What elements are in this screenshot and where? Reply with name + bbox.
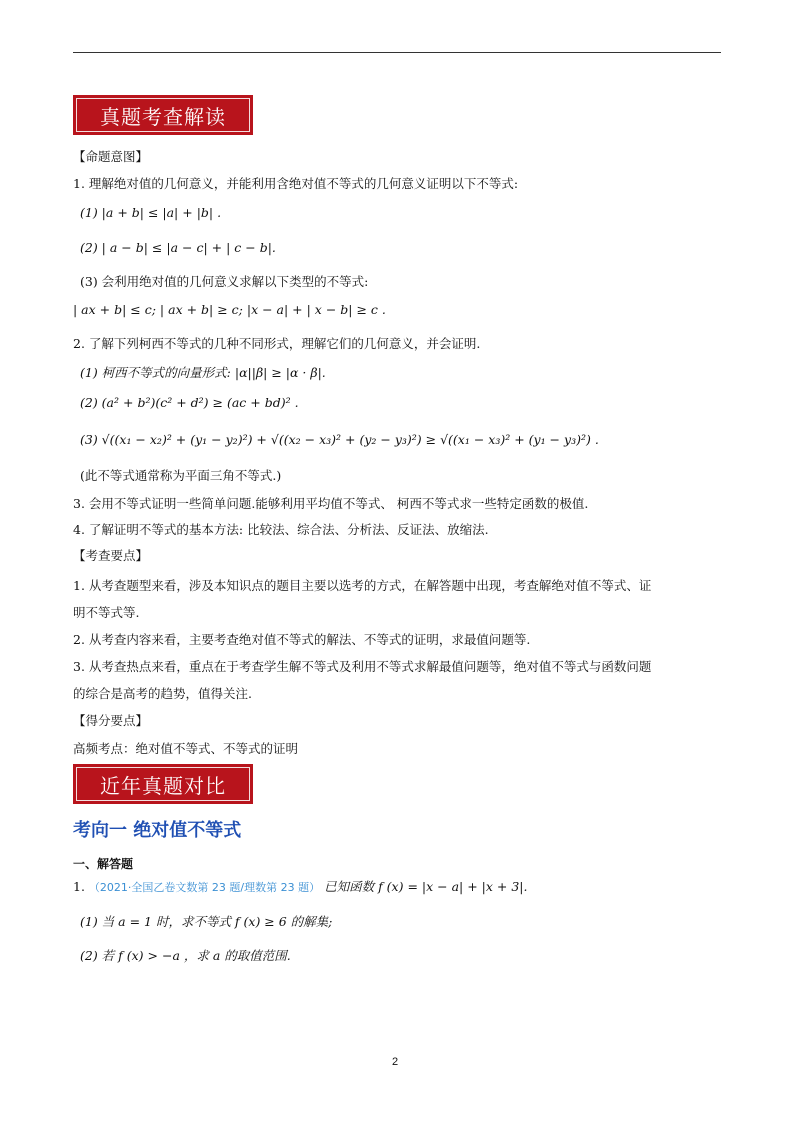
question-1-text: 已知函数 f (x) = |x − a| + |x + 3|.	[324, 879, 528, 894]
question-1-source: （2021·全国乙卷文数第 23 题/理数第 23 题）	[88, 881, 321, 894]
defen-tag: 【得分要点】	[73, 713, 149, 728]
mingti-line-3: 3. 会用不等式证明一些简单问题.能够利用平均值不等式、 柯西不等式求一些特定函数的极值.	[73, 496, 589, 511]
section-banner-title: 近年真题对比	[100, 773, 226, 798]
kaocha-p2: 2. 从考查内容来看，主要考查绝对值不等式的解法、不等式的证明，求最值问题等.	[73, 632, 531, 647]
mingti-item-2-3: (3) √((x₁ − x₂)² + (y₁ − y₂)²) + √((x₂ − x₃)² + (y₂ − y₃)²) ≥ √((x₁ − x₃)² + (y₁ − y₃)²) .	[80, 432, 599, 447]
mingti-item-2-2: (2) (a² + b²)(c² + d²) ≥ (ac + bd)² .	[80, 395, 299, 410]
mingti-note: (此不等式通常称为平面三角不等式.)	[80, 468, 282, 483]
question-1	[73, 877, 527, 895]
mingti-line-2: 2. 了解下列柯西不等式的几种不同形式，理解它们的几何意义，并会证明.	[73, 336, 481, 351]
kaoxiang-sub: 一、解答题	[73, 857, 134, 871]
mingti-line-4: 4. 了解证明不等式的基本方法: 比较法、综合法、分析法、反证法、放缩法.	[73, 522, 489, 537]
kaocha-p1b: 明不等式等.	[73, 605, 140, 620]
kaocha-p3b: 的综合是高考的趋势，值得关注.	[73, 686, 252, 701]
defen-text: 高频考点：绝对值不等式、不等式的证明	[73, 741, 299, 756]
kaocha-p1a: 1. 从考查题型来看，涉及本知识点的题目主要以选考的方式，在解答题中出现，考查解绝对值不等式、证	[73, 578, 652, 593]
question-1-number: 1.	[73, 879, 85, 894]
mingti-item-2: (2) | a − b| ≤ |a − c| + | c − b|.	[80, 240, 276, 255]
question-1-part-2: (2) 若 f (x) > −a ，求 a 的取值范围.	[80, 948, 291, 963]
kaocha-tag: 【考查要点】	[73, 548, 149, 563]
section-banner-exam-analysis	[73, 95, 253, 135]
mingti-tag: 【命题意图】	[73, 149, 149, 164]
section-banner-recent-exams	[73, 764, 253, 804]
kaoxiang-title: 考向一 绝对值不等式	[73, 820, 242, 841]
mingti-item-1: (1) |a + b| ≤ |a| + |b| .	[80, 205, 222, 220]
question-1-part-1: (1) 当 a = 1 时，求不等式 f (x) ≥ 6 的解集;	[80, 914, 333, 929]
page-number: 2	[392, 1056, 399, 1068]
mingti-item-3: (3) 会利用绝对值的几何意义求解以下类型的不等式:	[80, 274, 369, 289]
section-banner-title: 真题考查解读	[100, 104, 226, 129]
header-rule	[73, 52, 721, 53]
mingti-item-3-forms: | ax + b| ≤ c; | ax + b| ≥ c; |x − a| + | x − b| ≥ c .	[73, 302, 386, 317]
mingti-item-2-1: (1) 柯西不等式的向量形式: |α||β| ≥ |α · β|.	[80, 365, 326, 380]
mingti-line-1: 1. 理解绝对值的几何意义，并能利用含绝对值不等式的几何意义证明以下不等式:	[73, 176, 519, 191]
kaocha-p3a: 3. 从考查热点来看，重点在于考查学生解不等式及利用不等式求解最值问题等，绝对值不等式与函数问题	[73, 659, 652, 674]
